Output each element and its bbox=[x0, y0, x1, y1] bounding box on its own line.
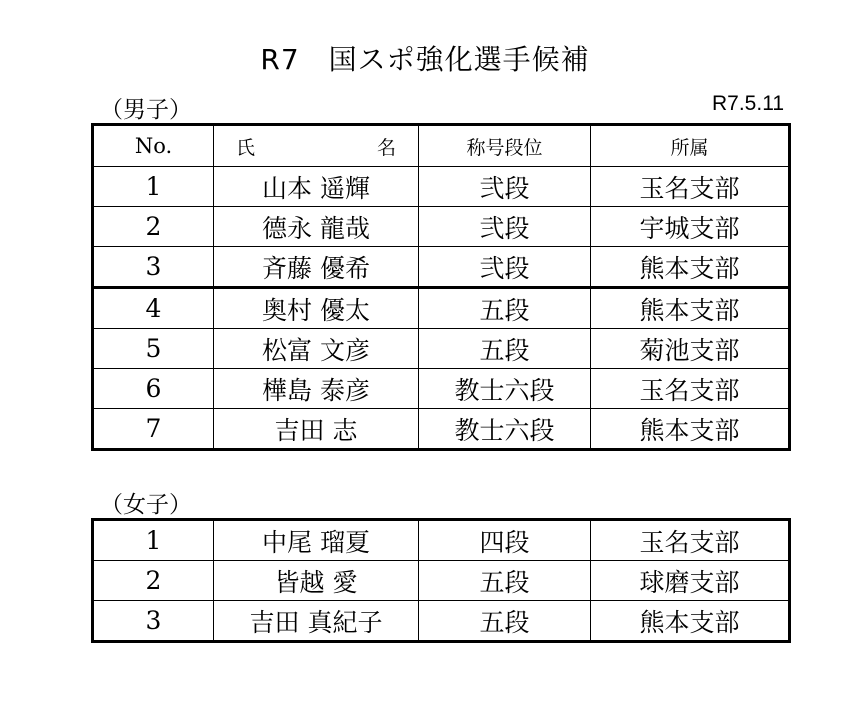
row-branch: 球磨支部 bbox=[591, 561, 790, 601]
male-section-label: （男子） bbox=[100, 97, 192, 123]
female-candidates-table bbox=[91, 518, 791, 643]
row-name: 吉田 真紀子 bbox=[214, 601, 419, 642]
female-section-label: （女子） bbox=[100, 492, 192, 518]
header-name-part-1: 氏 bbox=[236, 136, 256, 159]
header-name bbox=[214, 125, 419, 167]
row-name: 山本 遥輝 bbox=[214, 167, 419, 207]
row-branch: 熊本支部 bbox=[591, 601, 790, 642]
row-no: 1 bbox=[93, 520, 214, 561]
table-row bbox=[93, 561, 790, 601]
table-row bbox=[93, 247, 790, 288]
row-name: 樺島 泰彦 bbox=[214, 369, 419, 409]
row-branch: 玉名支部 bbox=[591, 369, 790, 409]
row-name: 皆越 愛 bbox=[214, 561, 419, 601]
row-name: 吉田 志 bbox=[214, 409, 419, 450]
row-rank: 教士六段 bbox=[419, 369, 591, 409]
table-row bbox=[93, 329, 790, 369]
row-branch: 熊本支部 bbox=[591, 409, 790, 450]
row-no: 7 bbox=[93, 409, 214, 450]
male-candidates-table bbox=[91, 123, 791, 451]
document-date: R7.5.11 bbox=[712, 92, 784, 115]
table-header-row bbox=[93, 125, 790, 167]
row-name: 斉藤 優希 bbox=[214, 247, 419, 288]
row-branch: 玉名支部 bbox=[591, 167, 790, 207]
row-branch: 玉名支部 bbox=[591, 520, 790, 561]
row-no: 2 bbox=[93, 561, 214, 601]
table-row bbox=[93, 167, 790, 207]
row-no: 1 bbox=[93, 167, 214, 207]
row-rank: 五段 bbox=[419, 288, 591, 329]
page-title: R7 国スポ強化選手候補 bbox=[260, 43, 590, 76]
row-no: 6 bbox=[93, 369, 214, 409]
table-row bbox=[93, 520, 790, 561]
row-rank: 四段 bbox=[419, 520, 591, 561]
row-no: 4 bbox=[93, 288, 214, 329]
row-rank: 弐段 bbox=[419, 207, 591, 247]
row-branch: 熊本支部 bbox=[591, 288, 790, 329]
header-name-part-2: 名 bbox=[376, 136, 396, 159]
row-name: 奥村 優太 bbox=[214, 288, 419, 329]
table-row bbox=[93, 207, 790, 247]
row-rank: 五段 bbox=[419, 601, 591, 642]
row-name: 中尾 瑠夏 bbox=[214, 520, 419, 561]
table-row bbox=[93, 409, 790, 450]
table-row bbox=[93, 288, 790, 329]
table-row bbox=[93, 369, 790, 409]
row-no: 2 bbox=[93, 207, 214, 247]
row-rank: 五段 bbox=[419, 561, 591, 601]
table-row bbox=[93, 601, 790, 642]
row-rank: 五段 bbox=[419, 329, 591, 369]
row-no: 3 bbox=[93, 247, 214, 288]
row-rank: 教士六段 bbox=[419, 409, 591, 450]
header-branch: 所属 bbox=[591, 125, 790, 167]
row-no: 5 bbox=[93, 329, 214, 369]
row-rank: 弐段 bbox=[419, 247, 591, 288]
row-branch: 菊池支部 bbox=[591, 329, 790, 369]
row-no: 3 bbox=[93, 601, 214, 642]
row-branch: 熊本支部 bbox=[591, 247, 790, 288]
row-name: 德永 龍哉 bbox=[214, 207, 419, 247]
row-branch: 宇城支部 bbox=[591, 207, 790, 247]
header-rank: 称号段位 bbox=[419, 125, 591, 167]
header-no: No. bbox=[93, 125, 214, 167]
row-rank: 弐段 bbox=[419, 167, 591, 207]
row-name: 松富 文彦 bbox=[214, 329, 419, 369]
